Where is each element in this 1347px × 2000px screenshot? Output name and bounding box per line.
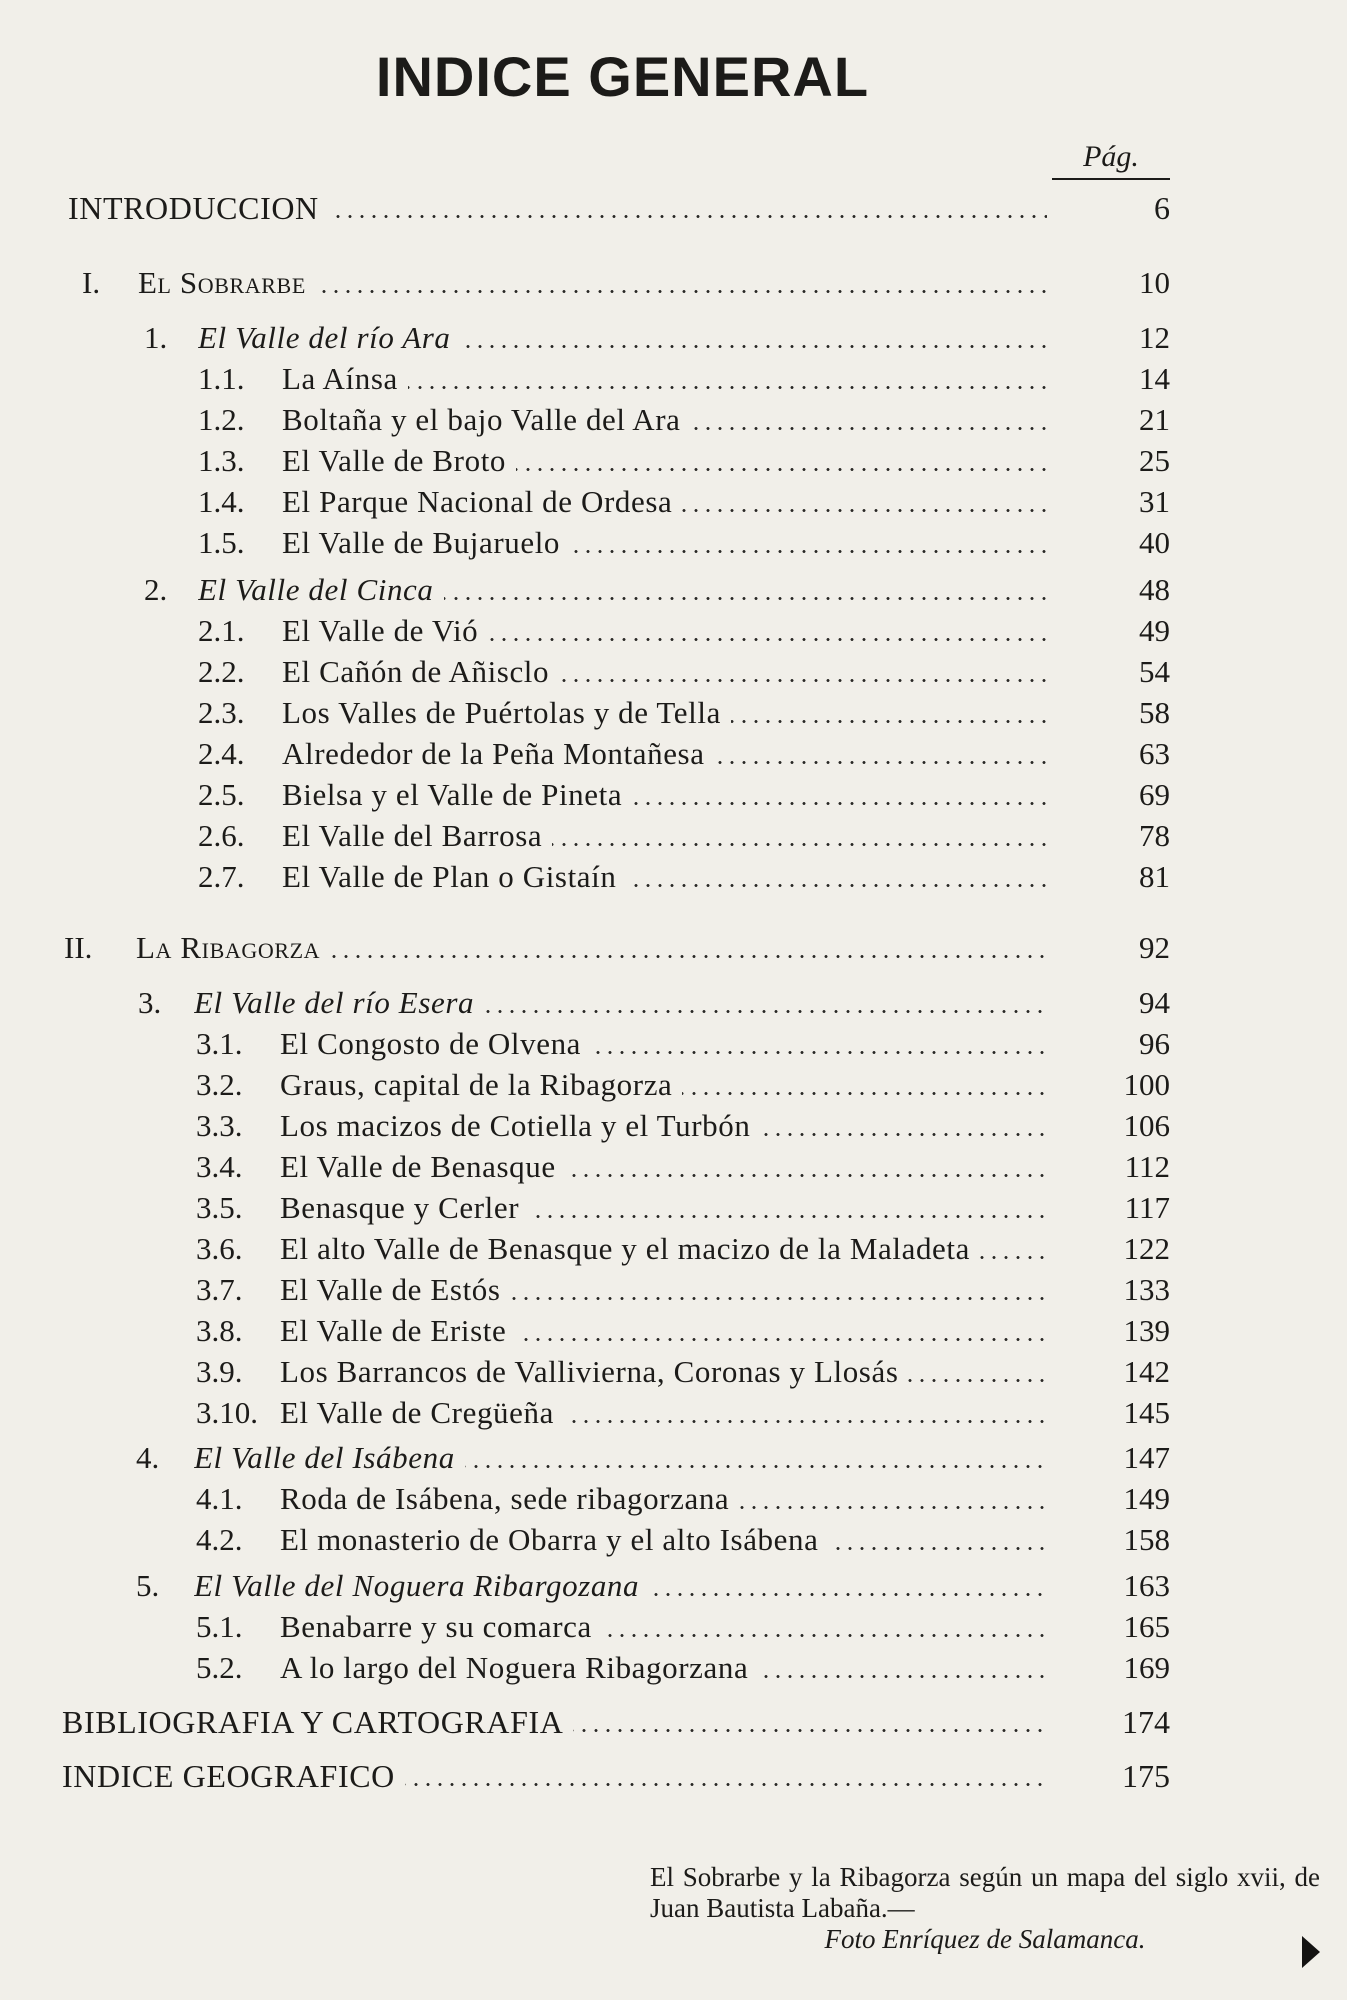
- toc-entry-chapter-4[interactable]: [0, 1438, 1347, 1478]
- toc-entry-number: 3.9.: [196, 1354, 243, 1389]
- toc-entry-page: 54: [1139, 654, 1170, 689]
- toc-entry-title: El Sobrarbe: [138, 265, 316, 300]
- toc-entry-number: 2.5.: [198, 777, 245, 812]
- toc-entry-number: 2.1.: [198, 613, 245, 648]
- toc-entry-section[interactable]: [0, 1393, 1347, 1433]
- toc-entry-page: 158: [1123, 1522, 1170, 1557]
- toc-entry-section[interactable]: [0, 857, 1347, 897]
- toc-entry-number: 2.3.: [198, 695, 245, 730]
- toc-entry-number: 2.4.: [198, 736, 245, 771]
- toc-entry-section[interactable]: [0, 1024, 1347, 1064]
- next-page-arrow-icon[interactable]: [1302, 1936, 1320, 1968]
- toc-entry-title: El Valle de Broto: [282, 443, 516, 478]
- toc-entry-number: 1.4.: [198, 484, 245, 519]
- toc-entry-number: 1.3.: [198, 443, 245, 478]
- toc-entry-page: 133: [1123, 1272, 1170, 1307]
- toc-entry-number: 1.5.: [198, 525, 245, 560]
- toc-entry-number: 5.1.: [196, 1609, 243, 1644]
- toc-entry-chapter-2[interactable]: [0, 570, 1347, 610]
- toc-entry-title: La Ribagorza: [136, 930, 330, 965]
- toc-entry-title: El Valle de Benasque: [280, 1149, 566, 1184]
- toc-entry-title: Benabarre y su comarca: [280, 1609, 602, 1644]
- toc-entry-indice-geografico[interactable]: [0, 1756, 1347, 1796]
- caption-credit: Foto Enríquez de Salamanca.: [824, 1924, 1146, 1954]
- toc-entry-page: 31: [1139, 484, 1170, 519]
- toc-entry-section[interactable]: [0, 693, 1347, 733]
- toc-entry-introduccion[interactable]: [0, 188, 1347, 228]
- toc-entry-number: 3.6.: [196, 1231, 243, 1266]
- toc-entry-title: El Parque Nacional de Ordesa: [282, 484, 682, 519]
- toc-entry-title: Alrededor de la Peña Montañesa: [282, 736, 715, 771]
- toc-entry-section[interactable]: [0, 1188, 1347, 1228]
- toc-entry-section[interactable]: [0, 359, 1347, 399]
- toc-entry-number: 2.: [144, 572, 168, 607]
- toc-entry-title: INTRODUCCION: [68, 190, 329, 226]
- toc-entry-title: La Aínsa: [282, 361, 408, 396]
- toc-entry-part-i[interactable]: [0, 263, 1347, 303]
- toc-entry-title: Benasque y Cerler: [280, 1190, 529, 1225]
- map-caption: [650, 1862, 1320, 1955]
- toc-entry-page: 94: [1139, 985, 1170, 1020]
- toc-entry-title: Los Barrancos de Vallivierna, Coronas y Llosás: [280, 1354, 908, 1389]
- toc-entry-title: El Valle de Eriste: [280, 1313, 516, 1348]
- toc-entry-chapter-5[interactable]: [0, 1566, 1347, 1606]
- toc-entry-number: 2.6.: [198, 818, 245, 853]
- toc-entry-page: 145: [1123, 1395, 1170, 1430]
- toc-entry-page: 149: [1123, 1481, 1170, 1516]
- toc-entry-section[interactable]: [0, 1270, 1347, 1310]
- toc-entry-page: 69: [1139, 777, 1170, 812]
- toc-entry-section[interactable]: [0, 611, 1347, 651]
- toc-entry-page: 106: [1123, 1108, 1170, 1143]
- toc-entry-number: 3.2.: [196, 1067, 243, 1102]
- toc-entry-section[interactable]: [0, 652, 1347, 692]
- toc-entry-title: El Valle del Isábena: [194, 1440, 465, 1475]
- page-title: INDICE GENERAL: [375, 45, 870, 108]
- toc-entry-section[interactable]: [0, 482, 1347, 522]
- toc-entry-page: 25: [1139, 443, 1170, 478]
- toc-entry-page: 92: [1139, 930, 1170, 965]
- toc-entry-number: 3.7.: [196, 1272, 243, 1307]
- toc-entry-bibliografia[interactable]: [0, 1702, 1347, 1742]
- toc-entry-page: 175: [1122, 1758, 1170, 1794]
- toc-entry-section[interactable]: [0, 1352, 1347, 1392]
- toc-entry-section[interactable]: [0, 1479, 1347, 1519]
- toc-entry-page: 12: [1139, 320, 1170, 355]
- toc-entry-page: 112: [1124, 1149, 1170, 1184]
- toc-entry-number: 5.: [136, 1568, 160, 1603]
- toc-entry-number: 3.8.: [196, 1313, 243, 1348]
- toc-entry-title: INDICE GEOGRAFICO: [62, 1758, 405, 1794]
- toc-entry-section[interactable]: [0, 1607, 1347, 1647]
- toc-entry-title: Graus, capital de la Ribagorza: [280, 1067, 682, 1102]
- toc-entry-section[interactable]: [0, 1106, 1347, 1146]
- toc-entry-page: 122: [1123, 1231, 1170, 1266]
- toc-entry-number: 3.4.: [196, 1149, 243, 1184]
- toc-entry-section[interactable]: [0, 400, 1347, 440]
- toc-entry-page: 10: [1139, 265, 1170, 300]
- toc-entry-number: 4.: [136, 1440, 160, 1475]
- toc-entry-section[interactable]: [0, 734, 1347, 774]
- toc-entry-page: 6: [1154, 190, 1170, 226]
- toc-entry-chapter-1[interactable]: [0, 318, 1347, 358]
- toc-entry-section[interactable]: [0, 1520, 1347, 1560]
- toc-entry-page: 147: [1123, 1440, 1170, 1475]
- toc-entry-title: El Valle de Estós: [280, 1272, 511, 1307]
- toc-entry-part-ii[interactable]: [0, 928, 1347, 968]
- toc-entry-section[interactable]: [0, 523, 1347, 563]
- toc-entry-page: 81: [1139, 859, 1170, 894]
- toc-entry-chapter-3[interactable]: [0, 983, 1347, 1023]
- toc-entry-number: 3.3.: [196, 1108, 243, 1143]
- toc-entry-title: Boltaña y el bajo Valle del Ara: [282, 402, 691, 437]
- toc-entry-page: 96: [1139, 1026, 1170, 1061]
- toc-entry-page: 40: [1139, 525, 1170, 560]
- toc-entry-page: 14: [1139, 361, 1170, 396]
- toc-entry-section[interactable]: [0, 1648, 1347, 1688]
- toc-entry-number: 2.7.: [198, 859, 245, 894]
- toc-entry-number: 1.: [144, 320, 168, 355]
- toc-entry-title: BIBLIOGRAFIA Y CARTOGRAFIA: [62, 1704, 573, 1740]
- toc-entry-title: El Congosto de Olvena: [280, 1026, 591, 1061]
- page-column-header: Pág.: [1052, 140, 1170, 180]
- toc-entry-section[interactable]: [0, 1147, 1347, 1187]
- toc-entry-number: 3.10.: [196, 1395, 258, 1430]
- toc-entry-title: Los macizos de Cotiella y el Turbón: [280, 1108, 760, 1143]
- toc-entry-section[interactable]: [0, 1229, 1347, 1269]
- toc-entry-title: El Valle del Noguera Ribargozana: [194, 1568, 649, 1603]
- toc-entry-page: 78: [1139, 818, 1170, 853]
- toc-entry-section[interactable]: [0, 441, 1347, 481]
- toc-entry-title: A lo largo del Noguera Ribagorzana: [280, 1650, 758, 1685]
- toc-entry-page: 21: [1139, 402, 1170, 437]
- toc-entry-page: 169: [1123, 1650, 1170, 1685]
- toc-entry-section[interactable]: [0, 775, 1347, 815]
- toc-entry-page: 142: [1123, 1354, 1170, 1389]
- toc-entry-page: 174: [1122, 1704, 1170, 1740]
- toc-entry-page: 100: [1123, 1067, 1170, 1102]
- toc-entry-title: El Valle de Bujaruelo: [282, 525, 570, 560]
- toc-entry-number: 3.: [138, 985, 162, 1020]
- toc-entry-title: El monasterio de Obarra y el alto Isábena: [280, 1522, 828, 1557]
- toc-entry-section[interactable]: [0, 1065, 1347, 1105]
- toc-entry-number: 1.2.: [198, 402, 245, 437]
- toc-entry-title: El Valle de Vió: [282, 613, 488, 648]
- toc-entry-number: 5.2.: [196, 1650, 243, 1685]
- toc-entry-title: El Valle del Cinca: [198, 572, 444, 607]
- toc-entry-title: Los Valles de Puértolas y de Tella: [282, 695, 731, 730]
- toc-entry-number: 4.1.: [196, 1481, 243, 1516]
- toc-entry-number: I.: [82, 265, 101, 300]
- toc-entry-title: Bielsa y el Valle de Pineta: [282, 777, 632, 812]
- toc-entry-number: 1.1.: [198, 361, 245, 396]
- toc-entry-section[interactable]: [0, 816, 1347, 856]
- toc-entry-number: II.: [64, 930, 93, 965]
- toc-entry-page: 117: [1124, 1190, 1170, 1225]
- toc-entry-section[interactable]: [0, 1311, 1347, 1351]
- toc-entry-page: 48: [1139, 572, 1170, 607]
- toc-entry-page: 139: [1123, 1313, 1170, 1348]
- toc-entry-title: Roda de Isábena, sede ribagorzana: [280, 1481, 739, 1516]
- toc-entry-title: El Valle del río Ara: [198, 320, 461, 355]
- toc-entry-page: 165: [1123, 1609, 1170, 1644]
- toc-entry-number: 3.5.: [196, 1190, 243, 1225]
- caption-text: El Sobrarbe y la Ribagorza según un mapa del siglo xvii, de Juan Bautista Labaña.—: [650, 1862, 1320, 1923]
- toc-entry-title: El Valle del Barrosa: [282, 818, 552, 853]
- toc-entry-page: 58: [1139, 695, 1170, 730]
- toc-entry-title: El Valle de Plan o Gistaín: [282, 859, 626, 894]
- toc-entry-number: 2.2.: [198, 654, 245, 689]
- toc-entry-page: 163: [1123, 1568, 1170, 1603]
- toc-entry-title: El Cañón de Añisclo: [282, 654, 559, 689]
- toc-entry-title: El alto Valle de Benasque y el macizo de la Maladeta: [280, 1231, 980, 1266]
- toc-entry-page: 49: [1139, 613, 1170, 648]
- toc-entry-number: 4.2.: [196, 1522, 243, 1557]
- toc-entry-number: 3.1.: [196, 1026, 243, 1061]
- toc-entry-title: El Valle del río Esera: [194, 985, 484, 1020]
- toc-entry-page: 63: [1139, 736, 1170, 771]
- toc-entry-title: El Valle de Cregüeña: [280, 1395, 564, 1430]
